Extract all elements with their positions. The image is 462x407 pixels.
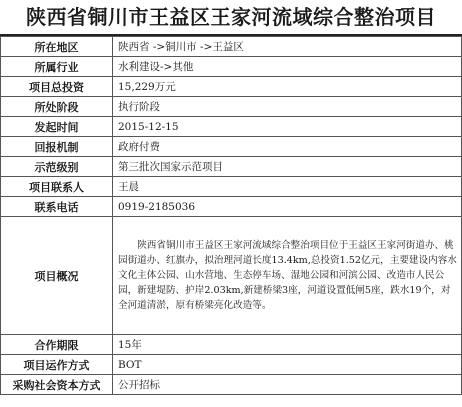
- page-title: 陕西省铜川市王益区王家河流域综合整治项目: [0, 0, 462, 36]
- row-label: 项目概况: [1, 217, 113, 335]
- row-value: 第三批次国家示范项目: [113, 157, 462, 177]
- row-value: 公开招标: [113, 375, 462, 395]
- row-label: 项目运作方式: [1, 355, 113, 375]
- row-value: 水利建设->其他: [113, 57, 462, 77]
- project-overview-text: 陕西省铜川市王益区王家河流域综合整治项目位于王益区王家河街道办、桃园街道办、红旗办，拟治理河道长度13.4km,总投资1.52亿元，主要建设内容水文化主体公园、山水营地、生态停车场、湿地公园和河滨公园、改造市人民公园，新建堤防、护岸2.03km,新建桥梁3座，河道设置低闸5座，跌水19个，对全河道清淤，原有桥梁亮化改造等。: [113, 217, 462, 335]
- row-label: 所在地区: [1, 37, 113, 57]
- row-label: 回报机制: [1, 137, 113, 157]
- row-value: 15年: [113, 335, 462, 355]
- row-label: 项目联系人: [1, 177, 113, 197]
- table-row: [1, 197, 462, 217]
- row-value: 15,229万元: [113, 77, 462, 97]
- table-row: [1, 217, 462, 335]
- table-row: [1, 375, 462, 395]
- row-label: 发起时间: [1, 117, 113, 137]
- table-row: [1, 77, 462, 97]
- row-value: 陕西省 ->铜川市 ->王益区: [113, 37, 462, 57]
- row-label: 联系电话: [1, 197, 113, 217]
- table-row: [1, 335, 462, 355]
- table-row: [1, 117, 462, 137]
- row-value: 0919-2185036: [113, 197, 462, 217]
- row-label: 所处阶段: [1, 97, 113, 117]
- table-row: [1, 97, 462, 117]
- row-label: 合作期限: [1, 335, 113, 355]
- row-value: 政府付费: [113, 137, 462, 157]
- table-row: [1, 157, 462, 177]
- table-row: [1, 177, 462, 197]
- row-value: 执行阶段: [113, 97, 462, 117]
- table-row: [1, 57, 462, 77]
- row-value: 2015-12-15: [113, 117, 462, 137]
- row-label: 示范级别: [1, 157, 113, 177]
- table-row: [1, 355, 462, 375]
- table-row: [1, 37, 462, 57]
- project-info-table: [0, 36, 462, 395]
- row-label: 项目总投资: [1, 77, 113, 97]
- table-row: [1, 137, 462, 157]
- row-label: 采购社会资本方式: [1, 375, 113, 395]
- row-value: 王晨: [113, 177, 462, 197]
- row-label: 所属行业: [1, 57, 113, 77]
- row-value: BOT: [113, 355, 462, 375]
